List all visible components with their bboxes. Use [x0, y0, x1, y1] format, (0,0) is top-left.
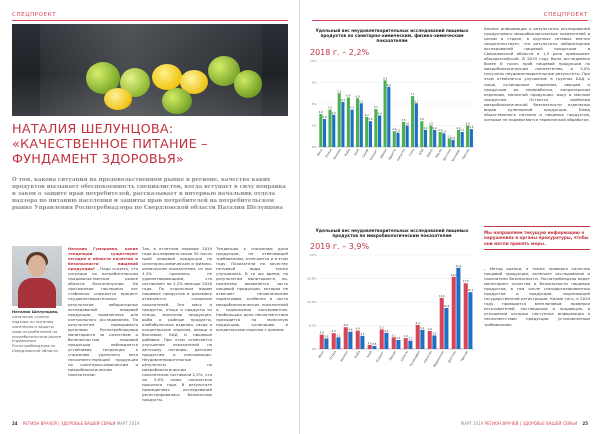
bar-2019	[396, 132, 399, 146]
green-apple	[234, 70, 262, 98]
article-title	[12, 122, 288, 167]
bar-2018	[384, 80, 387, 147]
bar-2019	[408, 341, 412, 349]
bar-2018	[428, 331, 432, 349]
data-label: 2.2	[408, 338, 413, 342]
data-label: 1.9	[441, 129, 446, 133]
y-tick-label: 25%	[309, 253, 317, 258]
chart-1-svg	[308, 57, 476, 177]
data-label: 7.5	[337, 89, 342, 93]
chart-1	[308, 28, 476, 181]
data-label: 6.9	[346, 94, 351, 98]
text-column-2: Так, в отчетном периоде 2019 года исследовано около 50 тысяч проб пищевой продукции по санитарно-химическим и физико-химическим показателям, из них 4,3% признаны не удовлетворяющими, что составляет на 2,2% меньше 2018 года. По отдельным видам пищевых продуктов в динамике отмечается снижение показателей. Это мясо и продукты, птица и продукты из птицы, молочная продукция, рыба и рыбные продукты, хлебобулочные изделия, сахар и кондитерские изделия, овощи и бахчевые, БАД и пищевые добавки. При этом отмечается улучшение показателей по детскому питанию, детским продуктам и консервации. Неудовлетворительные результаты по микробиологическим показателям составили 2,2%, что на 3,9% ниже показателя прошлого года. В результате проведенных исследований регистрировались безопасные продукты.	[142, 246, 212, 403]
caption-name: Наталия Шелунцова,	[12, 309, 59, 314]
y-tick-label: 12.5%	[306, 300, 317, 305]
data-label: 3.0	[428, 122, 434, 126]
data-label: 2.8	[324, 335, 329, 339]
data-label: 21.6	[455, 265, 462, 269]
category-label: Прочие	[459, 350, 469, 363]
bar-2018	[402, 122, 405, 147]
category-label: Кулинария	[408, 350, 421, 368]
bar-2018	[347, 97, 350, 146]
right-text-column-bottom: – Метод оценки, а также проверка качества пищевой продукции, включает исследование и показатели безопасности. Роспотребнадзор ведет мониторинг качества и безопасности пищевых продуктов, в том числе стандартизированных продуктов и продукции, подлежащей государственной регистрации. Кроме того, в 2019 году проводятся внеплановые проверки изготовителей, поставщиков и продавцов, в отношении которых поступила информация о несоответствии продукции установленным требованиям.	[484, 266, 590, 327]
data-label: 2.4	[396, 337, 401, 341]
right-text-column-top: Анализ информации о результатах исследований продуктового микробиологических показателей в целом в стране, в крупных сетевых местах свидетельствует, что результаты лабораторных исследований пищевой продукции в Свердловской области в 1,5 раза превышают общероссийский. В 2019 году было исследовано более 8 тысяч проб пищевой продукции по микробиологическим показателям, в 3,0% получены неудовлетворительные результаты. При этом отмечается улучшение в группах БАД к пище, кулинарным изделиям, овощам и продукции их переработки, кондитерским изделиям, молочной продукции, мясу и мясным продуктам. Остается проблема микробиологической безопасности отдельных видов кулинарной продукции, блюд общественного питания и пищевых продуктов, которые не подвергаются термической обработке.	[484, 26, 590, 122]
bar-2019	[444, 308, 448, 349]
data-label: 8.4	[386, 83, 391, 87]
data-label: 6.1	[414, 99, 419, 103]
right-page	[300, 0, 600, 434]
page-footer	[12, 421, 139, 426]
chart-subtitle: 2018 г. – 2,2%	[310, 47, 370, 57]
category-label: Кондит.	[368, 147, 379, 161]
bar-2018	[365, 117, 368, 147]
y-tick-label: 3%	[311, 123, 317, 128]
data-label: 19.2	[450, 274, 457, 278]
category-label: Молоко	[332, 147, 342, 160]
bar-2019	[332, 114, 335, 146]
section-tag: СПЕЦПРОЕКТ	[543, 12, 588, 18]
data-label: 1.1	[367, 342, 372, 346]
category-label: БАД	[417, 147, 425, 156]
magazine-name: РЕГИОН ВРАЧЕЙ | ЗДОРОВЬЕ ВАШЕЙ СЕМЬИ	[484, 421, 578, 426]
y-tick-label: 0%	[311, 347, 317, 352]
data-label: 15.1	[467, 289, 474, 293]
data-label: 3.1	[336, 334, 341, 338]
data-label: 3.6	[432, 332, 437, 336]
bar-2018	[328, 109, 331, 146]
category-label: Напитки	[422, 350, 433, 365]
bar-2018	[380, 330, 384, 350]
data-label: 3.0	[405, 122, 410, 126]
bar-2018	[356, 331, 360, 349]
header-rule	[312, 20, 588, 21]
bar-2019	[451, 139, 454, 146]
category-label: Фрукты	[387, 147, 397, 161]
data-label: 4.2	[364, 113, 369, 117]
bar-2019	[336, 338, 340, 350]
category-label: Масло	[434, 147, 443, 159]
bar-2018	[392, 338, 396, 350]
data-label: 1.0	[450, 136, 456, 140]
text-column-1	[68, 246, 138, 377]
data-label: 10.9	[443, 305, 450, 309]
category-label: Детское	[446, 350, 457, 364]
pull-quote: Мы направляем текущую информацию о нарушениях в органы прокуратуры, чтобы они могли принять меры.	[484, 226, 590, 250]
category-label: Детское	[441, 147, 452, 161]
data-label: 4.6	[348, 329, 353, 333]
section-tag: СПЕЦПРОЕКТ	[12, 12, 57, 18]
bar-2018	[320, 335, 324, 349]
bar-2019	[323, 119, 326, 147]
data-label: 6.3	[340, 98, 345, 102]
category-label: Зерно	[425, 147, 434, 158]
bar-2018	[368, 345, 372, 349]
data-label: 4.9	[355, 327, 360, 331]
bar-2018	[464, 284, 468, 350]
bar-2018	[439, 132, 442, 147]
chart-title: Удельный вес неудовлетворительных исследований пищевых продуктов по микробиологическим показателям	[315, 228, 469, 239]
data-label: 3.0	[465, 122, 470, 126]
data-label: 1.2	[447, 135, 452, 139]
portrait-face	[28, 255, 46, 277]
bar-2018	[420, 121, 423, 147]
data-label: 13.6	[438, 295, 445, 299]
bar-2019	[387, 86, 390, 146]
category-label: Овощи	[388, 350, 397, 362]
data-label: 3.6	[419, 117, 424, 121]
chart-subtitle: 2019 г. – 3,9%	[310, 242, 370, 252]
bar-2018	[416, 325, 420, 349]
data-label: 5.3	[373, 105, 378, 109]
category-label: Хлеб	[352, 147, 361, 157]
category-label: Прочие	[461, 147, 471, 160]
bar-2019	[461, 132, 464, 147]
data-label: 4.3	[384, 330, 389, 334]
bar-2019	[470, 129, 473, 147]
data-label: 4.5	[331, 111, 336, 115]
portrait-caption	[12, 310, 64, 354]
y-tick-label: 0%	[311, 144, 317, 149]
data-label: 3.5	[401, 118, 406, 122]
bar-2019	[396, 340, 400, 349]
interview-question: Наталия Гумаровна, какие тенденции существуют сегодня в области качества и безопасности пищевой продукции?	[68, 246, 138, 272]
bar-2019	[360, 336, 364, 349]
bar-2018	[393, 131, 396, 147]
category-label: Соль	[407, 147, 416, 157]
fruit-photo	[12, 24, 288, 116]
bar-2019	[415, 103, 418, 147]
bar-2019	[378, 115, 381, 147]
category-label: Птица	[324, 147, 333, 159]
category-label: Мороженое	[432, 350, 445, 369]
title-line: ФУНДАМЕНТ ЗДОРОВЬЯ»	[12, 152, 184, 167]
data-label: 2.2	[392, 127, 397, 131]
data-label: 5.2	[350, 106, 355, 110]
bar-2019	[406, 125, 409, 147]
issue-date: МАРТ 2019	[460, 421, 484, 426]
portrait-body	[18, 278, 56, 308]
data-label: 2.4	[423, 126, 428, 130]
category-label: Хлеб	[365, 350, 373, 360]
title-line: «КАЧЕСТВЕННОЕ ПИТАНИЕ –	[12, 137, 208, 152]
data-label: 0.8	[372, 343, 377, 347]
page-number: 25	[582, 421, 588, 426]
lemon	[152, 64, 182, 90]
lead-paragraph: О том, какова ситуация на продовольственном рынке в регионе, качество каких продуктов вызывает обеспокоенность специалистов, когда вступает в силу поправка в закон о защите прав потребителей, рассказывает в интервью начальник отдела надзора по питанию населения и защиты прав потребителей на потребительском рынке Управления Роспотребнадзора по Свердловской области Наталия Шелунцова	[12, 177, 286, 212]
bar-2019	[341, 101, 344, 146]
category-label: Сахар	[361, 147, 370, 158]
data-label: 3.1	[391, 334, 396, 338]
category-label: Рыба	[343, 147, 351, 157]
category-label: Кондит.	[375, 350, 385, 364]
bar-2019	[420, 330, 424, 349]
data-label: 9.3	[383, 76, 388, 80]
bar-2019	[348, 332, 352, 349]
interview-answer: – Надо сказать, что ситуация на потребительском продовольственном рынке области благополучная. На протяжении последних лет стабильно снижается процент неудовлетворительных результатов лабораторных исследований пищевой продукции, выявленных для контрольного исследования. По результатам проводимого органами Роспотребнадзора мониторинга за качеством и безопасностью пищевой продукции наблюдается устойчивая тенденция к снижению удельного веса несоответствующей продукции по санитарно-химическим и микробиологическим показателям.	[68, 266, 138, 378]
bar-2018	[356, 98, 359, 147]
data-label: 2.4	[432, 126, 437, 130]
page-number: 24	[12, 421, 18, 426]
bar-2018	[457, 129, 460, 146]
bar-2019	[432, 336, 436, 350]
data-label: 5.2	[327, 106, 333, 110]
data-label: 17.5	[462, 280, 469, 284]
category-label: Птица	[328, 350, 337, 361]
data-label: 6.4	[415, 322, 420, 326]
bar-2019	[369, 121, 372, 147]
category-label: Мясо	[316, 147, 324, 157]
bar-2019	[456, 268, 460, 349]
category-label: Консерв.	[450, 147, 462, 162]
data-label: 2.9	[403, 335, 408, 339]
bar-2018	[344, 328, 348, 350]
data-label: 4.6	[318, 110, 323, 114]
data-label: 7.1	[410, 92, 415, 96]
category-label: Рыба	[353, 350, 361, 360]
data-label: 2.1	[460, 128, 465, 132]
bar-2019	[360, 103, 363, 147]
y-tick-label: 18.8%	[306, 277, 317, 282]
bar-2018	[452, 277, 456, 349]
page-footer	[461, 421, 588, 426]
category-label: Напитки	[395, 147, 407, 162]
data-label: 3.5	[360, 333, 365, 337]
text-column-3: Тенденция к снижению доли продукции, не отвечающей требованиям, отмечается и в этом году. Показатели по качеству питьевой воды также улучшились. В то же время, по результатам мониторинга, по-прежнему выявляется часть пищевой продукции, которая не отвечает гигиеническим нормативам, особенно в части микробиологических показателей и содержания консервантов. Наибольшая доля несоответствия приходится на молочную продукцию, кулинарию и кондитерские изделия с кремом.	[216, 246, 288, 332]
magazine-name: РЕГИОН ВРАЧЕЙ | ЗДОРОВЬЕ ВАШЕЙ СЕМЬИ	[22, 421, 116, 426]
y-tick-label: 9%	[311, 80, 317, 85]
bar-2019	[433, 129, 436, 146]
y-tick-label: 6%	[311, 101, 317, 106]
data-label: 3.6	[368, 117, 373, 121]
header-rule	[12, 20, 288, 21]
chart-2	[308, 228, 476, 383]
category-label: Овощи	[378, 147, 388, 159]
bar-2019	[442, 133, 445, 147]
category-label: Мясо	[317, 350, 325, 360]
caption-text: начальник отдела надзора по питанию населения и защиты прав потребителей на потребительском рынке Управления Роспотребнадзора по Свердловской области	[12, 313, 62, 354]
category-label: Молоко	[339, 350, 349, 363]
data-label: 6.1	[359, 99, 364, 103]
bar-2019	[372, 346, 376, 349]
chart-title: Удельный вес неудовлетворительных исследований пищевых продуктов по санитарно-химическим, физико-химическим показателям	[315, 28, 469, 44]
bar-2019	[424, 129, 427, 146]
data-label: 4.4	[377, 112, 382, 116]
y-tick-label: 6.3%	[308, 324, 317, 329]
data-label: 6.8	[355, 94, 360, 98]
bar-2018	[404, 339, 408, 350]
data-label: 5.8	[343, 324, 348, 328]
portrait-photo	[12, 246, 62, 306]
data-label: 2.0	[395, 129, 401, 133]
data-label: 2.4	[456, 126, 461, 130]
bar-2019	[384, 333, 388, 349]
data-label: 2.1	[438, 128, 443, 132]
bar-2019	[468, 293, 472, 350]
data-label: 4.8	[427, 328, 432, 332]
lemon	[104, 88, 132, 110]
bar-2019	[351, 109, 354, 146]
chart-2-svg	[308, 251, 476, 379]
data-label: 2.5	[469, 125, 474, 129]
data-label: 5.2	[379, 326, 384, 330]
issue-date: МАРТ 2019	[116, 421, 140, 426]
data-label: 5.1	[420, 327, 425, 331]
data-label: 3.8	[319, 332, 324, 336]
bar-2018	[411, 96, 414, 147]
title-line: НАТАЛИЯ ШЕЛУНЦОВА:	[12, 122, 174, 137]
y-tick-label: 12%	[309, 58, 317, 63]
green-apple	[162, 88, 192, 114]
bar-2019	[324, 339, 328, 350]
bar-2018	[332, 334, 336, 350]
category-label: Салаты	[399, 350, 409, 363]
data-label: 3.9	[322, 115, 327, 119]
data-label: 4.2	[331, 330, 336, 334]
